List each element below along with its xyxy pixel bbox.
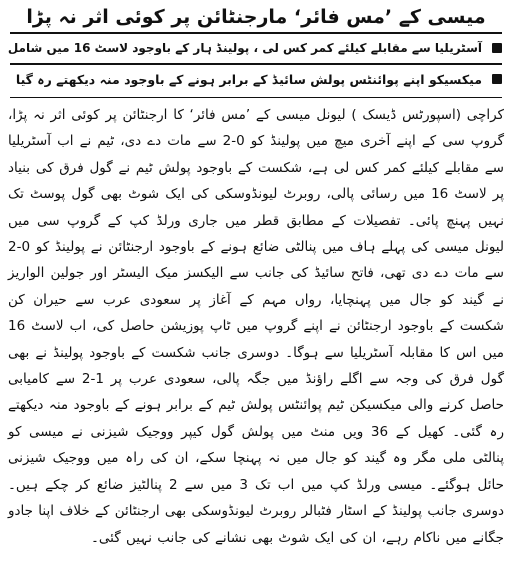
headline: میسی کے ’مس فائر‘ مارجنٹائن پر کوئی اثر نہ پڑا bbox=[26, 6, 486, 28]
news-clipping bbox=[8, 2, 504, 574]
subheadline-1-text: آسٹریلیا سے مقابلے کیلئے کمر کس لی ، پولینڈ ہار کے باوجود لاسٹ 16 میں شامل bbox=[7, 41, 482, 55]
square-bullet-icon bbox=[492, 43, 502, 53]
subheadline-rule-2 bbox=[10, 97, 502, 98]
subheadline-2 bbox=[8, 65, 504, 94]
subheadline-2-text: میکسیکو اپنے پوائنٹس پولش سائیڈ کے برابر ہونے کے باوجود منہ دیکھتے رہ گیا bbox=[15, 72, 482, 87]
subheadline-1 bbox=[8, 34, 504, 63]
article-body: کراچی (اسپورٹس ڈیسک ) لیونل میسی کے ’مس فائر‘ کا ارجنٹائن پر کوئی اثر نہ پڑا، گروپ سی کے اپنے آخری میچ میں پولینڈ کو 0-2 سے مات دے دی، ٹیم نے اب آسٹریلیا سے مقابلے کیلئے کمر کس لی ہے، شکست کے باوجود پولش ٹیم نے گول فرق کی بنیاد پر لاسٹ 16 میں رسائی پالی، روبرٹ لیونڈوسکی کی ایک شوٹ بھی گول پوسٹ تک نہیں پہنچ پائی۔ تفصیلات کے مطابق قطر میں جاری ورلڈ کپ کے گروپ سی میں لیونل میسی کی پہلے ہاف میں پنالٹی ضائع ہونے کے باوجود ارجنٹائن نے پولینڈ کو 0-2 سے مات دے دی تھی، فاتح سائیڈ کی جانب سے الیکسز میک الیسٹر اور جولین الواریز نے گیند کو جال میں پہنچایا، رواں مہم کے آغاز پر سعودی عرب سے حیران کن شکست کے باوجود ارجنٹائن نے اپنے گروپ میں ٹاپ پوزیشن حاصل کی، اب لاسٹ 16 میں اس کا مقابلہ آسٹریلیا سے ہوگا۔ دوسری جانب شکست کے باوجود پولینڈ نے بھی گول فرق کی وجہ سے اگلے راؤنڈ میں جگہ پالی، سعودی عرب پر 1-2 سے کامیابی حاصل کرنے والی میکسیکن ٹیم پوائنٹس پولش ٹیم کے برابر ہونے کے باوجود منہ دیکھتے رہ گئی۔ کھیل کے 36 ویں منٹ میں پولش گول کیپر ووجیک شیزنی نے میسی کو پنالٹی ملی مگر وہ گیند کو جال میں نہ پہنچا سکے، ان کی راہ میں ووجیک شیزنی حائل ہوگئے۔ میسی ورلڈ کپ میں اب تک 3 میں سے 2 پنالٹیز ضائع کر چکے ہیں۔ دوسری جانب پولینڈ کے اسٹار فٹبالر روبرٹ لیونڈوسکی بھی ارجنٹائن کے خلاف اپنا جادو جگانے میں ناکام رہے، ان کی ایک شوٹ بھی نشانے کی جانب نہیں گئی۔ bbox=[8, 107, 505, 546]
square-bullet-icon bbox=[492, 74, 502, 84]
